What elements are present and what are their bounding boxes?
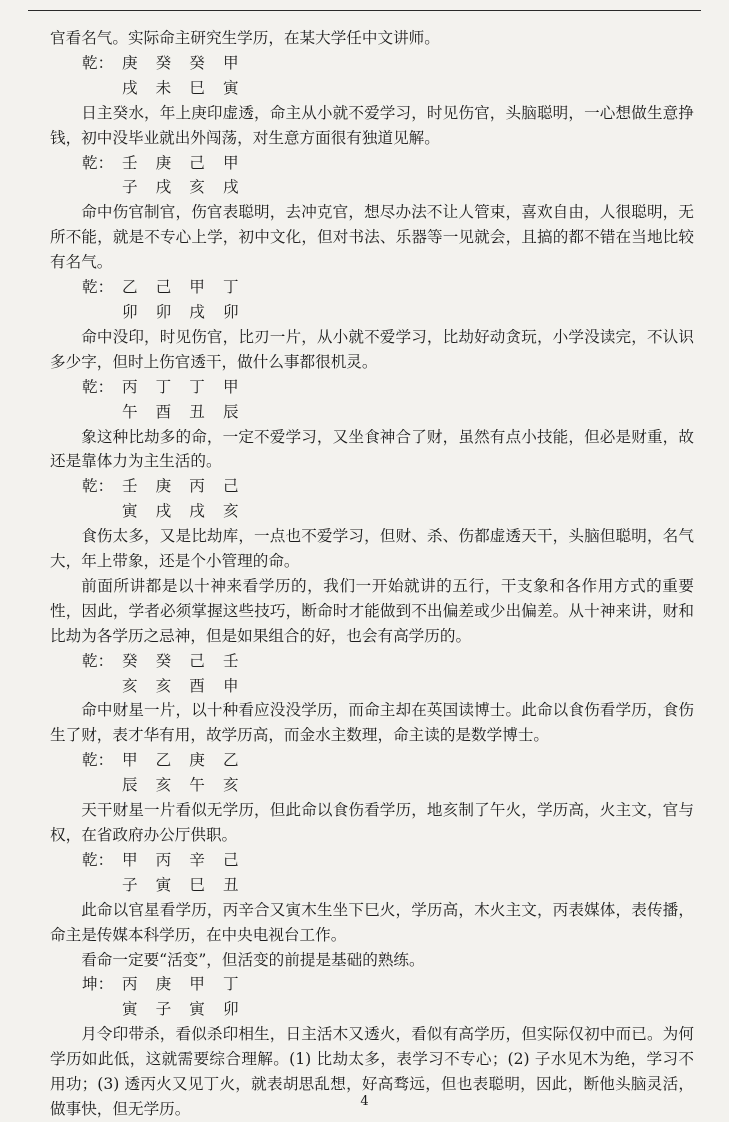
bazi-chart-stems bbox=[50, 151, 694, 176]
heavenly-stems: 丙 丁 丁 甲 bbox=[122, 377, 246, 396]
bazi-chart-branches bbox=[50, 674, 694, 699]
bazi-chart-branches bbox=[50, 499, 694, 524]
bazi-chart-branches bbox=[50, 400, 694, 425]
earthly-branches: 戌 未 巳 寅 bbox=[122, 78, 246, 97]
heavenly-stems: 壬 庚 己 甲 bbox=[122, 153, 246, 172]
body-paragraph: 日主癸水，年上庚印虚透，命主从小就不爱学习，时见伤官，头脑聪明，一心想做生意挣钱，初中没毕业就出外闯荡，对生意方面很有独道见解。 bbox=[50, 103, 694, 147]
bazi-chart-stems bbox=[50, 748, 694, 773]
earthly-branches: 午 酉 丑 辰 bbox=[122, 402, 246, 421]
body-paragraph: 前面所讲都是以十神来看学历的，我们一开始就讲的五行，干支象和各作用方式的重要性，因此，学者必须掌握这些技巧，断命时才能做到不出偏差或少出偏差。从十神来讲，财和比劫为各学历之忌神，但是如果组合的好，也会有高学历的。 bbox=[50, 576, 694, 645]
bazi-chart-branches bbox=[50, 773, 694, 798]
chart-gender-label: 乾： bbox=[82, 377, 114, 396]
body-paragraph: 月令印带杀，看似杀印相生，日主活木又透火，看似有高学历，但实际仅初中而已。为何学历如此低，这就需要综合理解。(1) 比劫太多，表学习不专心；(2) 子水见木为绝，学习不用功；(3) 透丙火又见丁火，就表胡思乱想，好高骛远，但也表聪明，因此，断他头脑灵活，做事快，但无学历。 bbox=[50, 1025, 694, 1118]
heavenly-stems: 庚 癸 癸 甲 bbox=[122, 53, 246, 72]
earthly-branches: 寅 子 寅 卯 bbox=[122, 1000, 246, 1019]
bazi-chart-stems bbox=[50, 51, 694, 76]
bazi-chart-stems bbox=[50, 649, 694, 674]
heavenly-stems: 甲 丙 辛 己 bbox=[122, 850, 246, 869]
heavenly-stems: 甲 乙 庚 乙 bbox=[122, 751, 246, 770]
body-paragraph: 此命以官星看学历，丙辛合又寅木生坐下巳火，学历高，木火主文，丙表媒体，表传播，命主是传媒本科学历，在中央电视台工作。 bbox=[50, 900, 694, 944]
bazi-chart-stems bbox=[50, 474, 694, 499]
page-number: 4 bbox=[360, 1094, 369, 1109]
heavenly-stems: 丙 庚 甲 丁 bbox=[122, 975, 246, 994]
bazi-chart-branches bbox=[50, 76, 694, 101]
chart-gender-label: 乾： bbox=[82, 153, 114, 172]
heavenly-stems: 乙 己 甲 丁 bbox=[122, 278, 246, 297]
earthly-branches: 亥 亥 酉 申 bbox=[122, 676, 246, 695]
bazi-chart-stems bbox=[50, 375, 694, 400]
chart-gender-label: 乾： bbox=[82, 477, 114, 496]
chart-gender-label: 乾： bbox=[82, 751, 114, 770]
body-paragraph: 天干财星一片看似无学历，但此命以食伤看学历，地亥制了午火，学历高，火主文，官与权，在省政府办公厅供职。 bbox=[50, 801, 694, 844]
body-paragraph: 食伤太多，又是比劫库，一点也不爱学习，但财、杀、伤都虚透天干，头脑但聪明，名气大，年上带象，还是个小管理的命。 bbox=[50, 527, 694, 571]
bazi-chart-stems bbox=[50, 275, 694, 300]
body-paragraph: 官看名气。实际命主研究生学历，在某大学任中文讲师。 bbox=[50, 29, 440, 47]
bazi-chart-stems bbox=[50, 848, 694, 873]
body-paragraph: 命中伤官制官，伤官表聪明，去冲克官，想尽办法不让人管束，喜欢自由，人很聪明，无所不能，就是不专心上学，初中文化，但对书法、乐器等一见就会，且搞的都不错在当地比较有名气。 bbox=[50, 203, 694, 272]
bazi-chart-branches bbox=[50, 873, 694, 898]
header-rule bbox=[28, 10, 701, 11]
bazi-chart-stems bbox=[50, 972, 694, 997]
bazi-chart-branches bbox=[50, 300, 694, 325]
page-body bbox=[50, 26, 694, 1122]
earthly-branches: 辰 亥 午 亥 bbox=[122, 776, 246, 795]
body-paragraph: 命中财星一片，以十种看应没没学历，而命主却在英国读博士。此命以食伤看学历，食伤生了财，表才华有用，故学历高，而金水主数理，命主读的是数学博士。 bbox=[50, 701, 694, 745]
body-paragraph: 象这种比劫多的命，一定不爱学习，又坐食神合了财，虽然有点小技能，但必是财重，故还是靠体力为主生活的。 bbox=[50, 427, 694, 471]
bazi-chart-branches bbox=[50, 997, 694, 1022]
chart-gender-label: 乾： bbox=[82, 850, 114, 869]
earthly-branches: 卯 卯 戌 卯 bbox=[122, 302, 246, 321]
bazi-chart-branches bbox=[50, 175, 694, 200]
chart-gender-label: 乾： bbox=[82, 278, 114, 297]
earthly-branches: 子 寅 巳 丑 bbox=[122, 875, 246, 894]
chart-gender-label: 乾： bbox=[82, 53, 114, 72]
heavenly-stems: 癸 癸 己 壬 bbox=[122, 651, 246, 670]
chart-gender-label: 坤： bbox=[82, 975, 114, 994]
heavenly-stems: 壬 庚 丙 己 bbox=[122, 477, 246, 496]
earthly-branches: 寅 戌 戌 亥 bbox=[122, 502, 246, 521]
body-paragraph: 命中没印，时见伤官，比刃一片，从小就不爱学习，比劫好动贪玩，小学没读完，不认识多少字，但时上伤官透干，做什么事都很机灵。 bbox=[50, 327, 694, 371]
chart-gender-label: 乾： bbox=[82, 651, 114, 670]
body-paragraph: 看命一定要“活变”，但活变的前提是基础的熟练。 bbox=[81, 950, 425, 969]
earthly-branches: 子 戌 亥 戌 bbox=[122, 178, 246, 197]
